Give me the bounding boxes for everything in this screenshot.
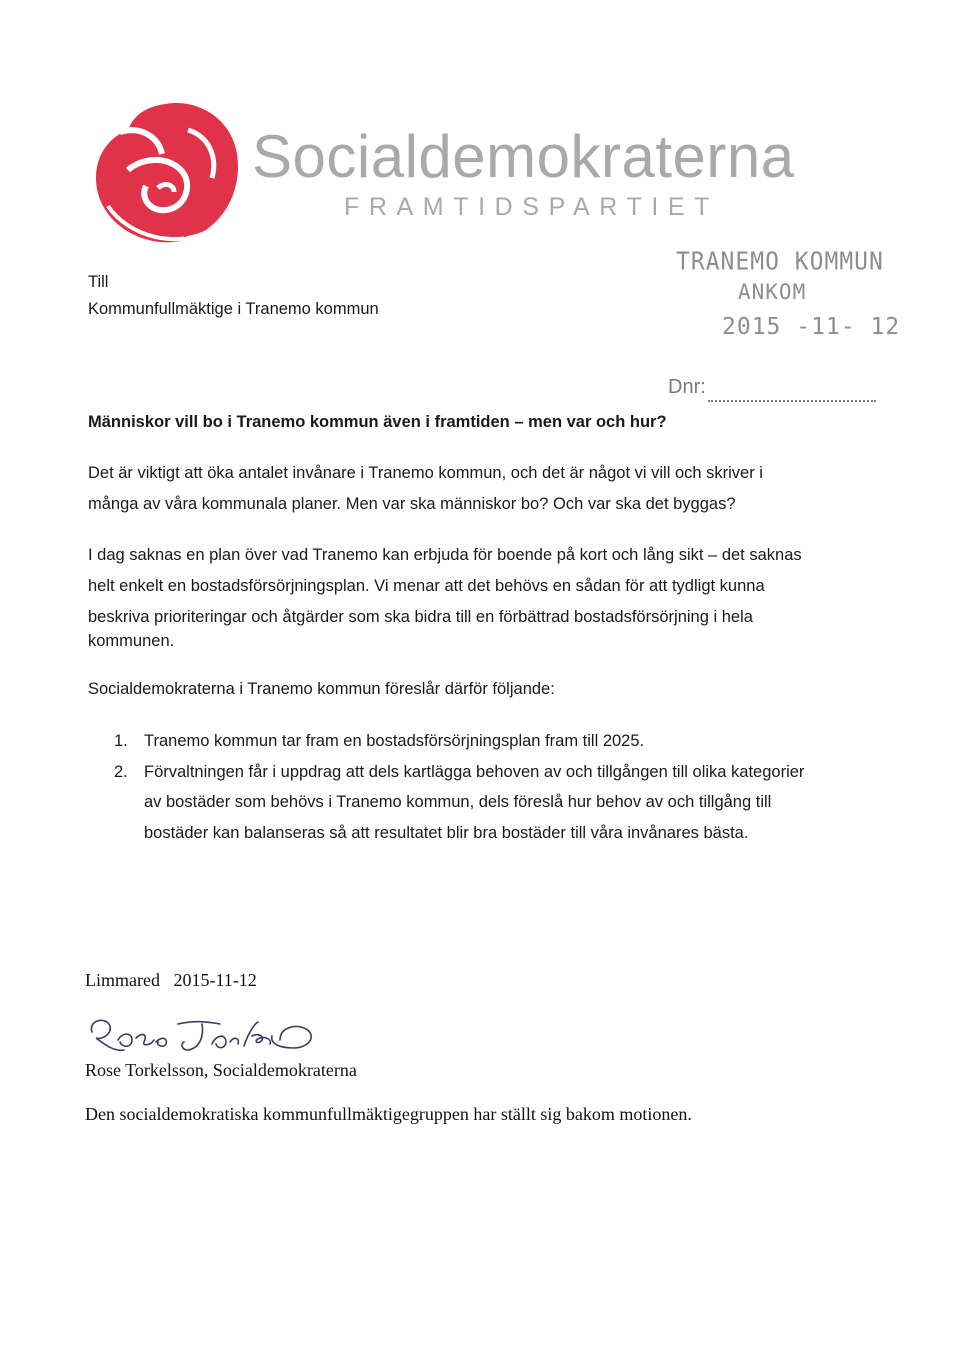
place-and-date: Limmared 2015-11-12 <box>85 970 257 990</box>
paragraph-line: Socialdemokraterna i Tranemo kommun föreslår därför följande: <box>88 680 555 698</box>
logo-tagline: FRAMTIDSPARTIET <box>344 193 720 221</box>
to-label: Till <box>88 273 109 291</box>
closing-statement: Den socialdemokratiska kommunfullmäktigegruppen har ställt sig bakom motionen. <box>85 1104 692 1124</box>
dnr-label: Dnr: <box>668 376 706 398</box>
signer-name: Rose Torkelsson, Socialdemokraterna <box>85 1060 357 1080</box>
recipient: Kommunfullmäktige i Tranemo kommun <box>88 300 379 318</box>
proposal-text: Tranemo kommun tar fram en bostadsförsörjningsplan fram till 2025. <box>144 732 645 750</box>
paragraph-line: Det är viktigt att öka antalet invånare i Tranemo kommun, och det är något vi vill och skriver i <box>88 464 763 482</box>
motion-title: Människor vill bo i Tranemo kommun även i framtiden – men var och hur? <box>88 413 667 431</box>
received-stamp-date: 2015 -11- 12 <box>722 314 901 340</box>
dnr-field <box>708 380 876 402</box>
received-stamp-org: TRANEMO KOMMUN <box>676 247 884 277</box>
rose-logo-icon <box>88 96 248 252</box>
paragraph-line: många av våra kommunala planer. Men var ska människor bo? Och var ska det byggas? <box>88 495 736 513</box>
proposal-number: 2. <box>114 763 128 781</box>
handwritten-signature <box>84 1010 334 1062</box>
logo-wordmark: Socialdemokraterna <box>252 123 795 190</box>
proposal-text: bostäder kan balanseras så att resultatet blir bra bostäder till våra invånares bästa. <box>144 824 749 842</box>
proposal-number: 1. <box>114 732 128 750</box>
paragraph-line: beskriva prioriteringar och åtgärder som ska bidra till en förbättrad bostadsförsörjning i hela <box>88 608 753 626</box>
proposal-text: av bostäder som behövs i Tranemo kommun, dels föreslå hur behov av och tillgång till <box>144 793 772 811</box>
received-stamp-label: ANKOM <box>738 280 807 304</box>
paragraph-line: kommunen. <box>88 632 175 650</box>
paragraph-line: I dag saknas en plan över vad Tranemo kan erbjuda för boende på kort och lång sikt – det saknas <box>88 546 802 564</box>
paragraph-line: helt enkelt en bostadsförsörjningsplan. Vi menar att det behövs en sådan för att tydligt kunna <box>88 577 765 595</box>
proposal-text: Förvaltningen får i uppdrag att dels kartlägga behoven av och tillgången till olika kategorier <box>144 763 805 781</box>
